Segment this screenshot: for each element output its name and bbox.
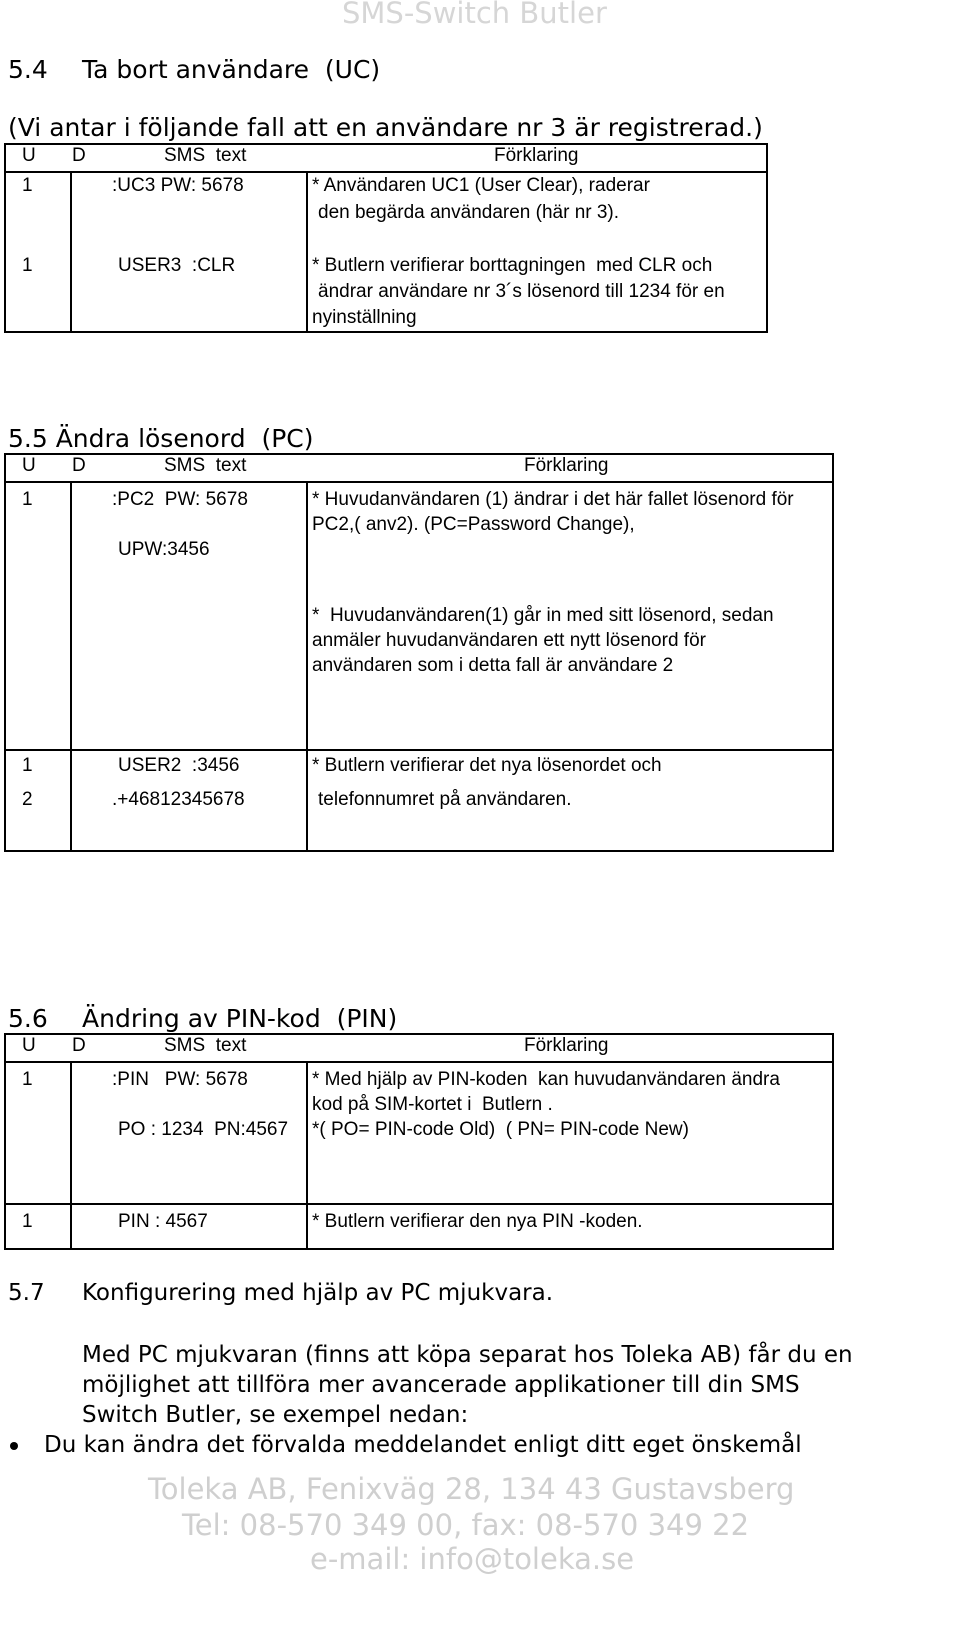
row-explanation-line: * Butlern verifierar den nya PIN -koden. (312, 1211, 643, 1232)
row-explanation-line: nyinställning (312, 307, 417, 328)
table-5-6 (4, 1033, 834, 1250)
col-header-sms: SMS text (164, 145, 247, 166)
row-sms-text: PIN : 4567 (118, 1211, 208, 1232)
col-header-sms: SMS text (164, 455, 247, 476)
row-user-number: 1 (22, 1069, 33, 1090)
table-5-5 (4, 453, 834, 852)
table-row (4, 483, 834, 749)
table-row (4, 253, 768, 333)
row-explanation-line: den begärda användaren (här nr 3). (318, 202, 620, 223)
row-sms-text: PO : 1234 PN:4567 (118, 1119, 289, 1140)
row-explanation-line: ändrar användare nr 3´s lösenord till 1234 för en (318, 281, 725, 302)
row-explanation-line: kod på SIM-kortet i Butlern . (312, 1094, 553, 1115)
row-explanation-line: * Användaren UC1 (User Clear), raderar (312, 175, 650, 196)
table-row (4, 1063, 834, 1203)
col-header-u: U (22, 1035, 36, 1056)
row-user-number: 1 (22, 755, 33, 776)
col-header-u: U (22, 145, 36, 166)
row-sms-text: USER2 :3456 (118, 755, 240, 776)
footer-email: e-mail: info@toleka.se (310, 1542, 635, 1576)
row-sms-text: :PC2 PW: 5678 (112, 489, 248, 510)
col-header-d: D (72, 1035, 86, 1056)
row-explanation-line: användaren som i detta fall är användare 2 (312, 655, 674, 676)
bullet-icon (10, 1442, 18, 1450)
col-header-d: D (72, 145, 86, 166)
col-header-sms: SMS text (164, 1035, 247, 1056)
row-user-number: 1 (22, 1211, 33, 1232)
row-explanation-line: * Med hjälp av PIN-koden kan huvudanvändaren ändra (312, 1069, 780, 1090)
col-header-d: D (72, 455, 86, 476)
table-5-4 (4, 143, 768, 333)
row-sms-text: :PIN PW: 5678 (112, 1069, 248, 1090)
table-row (4, 173, 768, 243)
row-explanation-line: * Butlern verifierar det nya lösenordet och (312, 755, 662, 776)
section-5-7-paragraph-line: Med PC mjukvaran (finns att köpa separat hos Toleka AB) får du en (82, 1342, 853, 1368)
watermark-title: SMS-Switch Butler (342, 0, 607, 30)
row-user-number: 1 (22, 175, 33, 196)
footer-address: Toleka AB, Fenixväg 28, 134 43 Gustavsberg (148, 1472, 795, 1506)
row-user-number: 1 (22, 489, 33, 510)
row-explanation-line: telefonnumret på användaren. (318, 789, 572, 810)
col-header-expl: Förklaring (494, 145, 579, 166)
row-explanation-line: * Huvudanvändaren(1) går in med sitt lösenord, sedan (312, 605, 774, 626)
row-explanation-line: anmäler huvudanvändaren ett nytt lösenord för (312, 630, 706, 651)
row-sms-text: UPW:3456 (118, 539, 210, 560)
col-header-expl: Förklaring (524, 455, 609, 476)
section-5-7-title: Konfigurering med hjälp av PC mjukvara. (82, 1280, 554, 1306)
footer-phone: Tel: 08-570 349 00, fax: 08-570 349 22 (182, 1508, 750, 1542)
section-5-4-number: 5.4 (8, 55, 48, 84)
row-user-number: 2 (22, 789, 33, 810)
col-header-expl: Förklaring (524, 1035, 609, 1056)
row-sms-text: .+46812345678 (112, 789, 245, 810)
section-5-4-intro: (Vi antar i följande fall att en användare nr 3 är registrerad.) (8, 113, 763, 142)
row-explanation-line: * Butlern verifierar borttagningen med CLR och (312, 255, 713, 276)
section-5-5-title: 5.5 Ändra lösenord (PC) (8, 424, 314, 453)
table-row (4, 751, 834, 851)
row-user-number: 1 (22, 255, 33, 276)
table-row (4, 1205, 834, 1249)
section-5-7-paragraph-line: möjlighet att tillföra mer avancerade applikationer till din SMS (82, 1372, 800, 1398)
row-sms-text: USER3 :CLR (118, 255, 236, 276)
section-5-6-title: Ändring av PIN-kod (PIN) (82, 1004, 398, 1033)
row-explanation-line: PC2,( anv2). (PC=Password Change), (312, 514, 635, 535)
col-header-u: U (22, 455, 36, 476)
row-sms-text: :UC3 PW: 5678 (112, 175, 244, 196)
row-explanation-line: * Huvudanvändaren (1) ändrar i det här fallet lösenord för (312, 489, 794, 510)
section-5-6-number: 5.6 (8, 1004, 48, 1033)
section-5-7-paragraph-line: Switch Butler, se exempel nedan: (82, 1402, 469, 1428)
section-5-7-number: 5.7 (8, 1280, 45, 1306)
row-explanation-line: *( PO= PIN-code Old) ( PN= PIN-code New) (312, 1119, 689, 1140)
bullet-text: Du kan ändra det förvalda meddelandet enligt ditt eget önskemål (44, 1432, 802, 1458)
section-5-4-title: Ta bort användare (UC) (82, 55, 381, 84)
